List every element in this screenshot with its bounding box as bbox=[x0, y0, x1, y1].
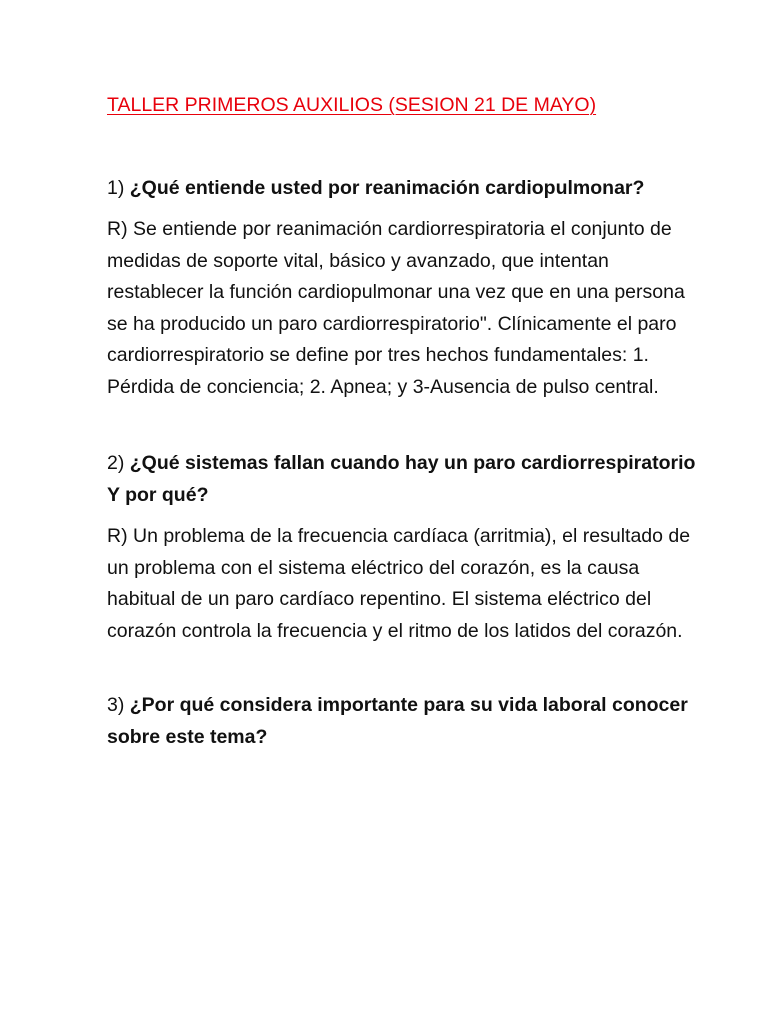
answer-2: R) Un problema de la frecuencia cardíaca (arritmia), el resultado de un problema con el sistema eléctrico del corazón, es la causa habitual de un paro cardíaco repentino. El sistema eléctrico del corazón controla la frecuencia y el ritmo de los latidos del corazón. bbox=[107, 525, 691, 642]
question-3 bbox=[107, 689, 707, 753]
question-3-text: ¿Por qué considera importante para su vida laboral conocer sobre este tema? bbox=[107, 694, 688, 748]
question-2-number: 2) bbox=[107, 452, 125, 474]
answer-1: R) Se entiende por reanimación cardiorrespiratoria el conjunto de medidas de soporte vital, básico y avanzado, que intentan restablecer la función cardiopulmonar una vez que en una persona se ha producido un paro cardiorrespiratorio". Clínicamente el paro cardiorrespiratorio se define por tres hechos fundamentales: 1. Pérdida de conciencia; 2. Apnea; y 3-Ausencia de pulso central. bbox=[107, 218, 685, 398]
question-3-number: 3) bbox=[107, 694, 125, 716]
document-page bbox=[107, 92, 707, 753]
question-2-text: ¿Qué sistemas fallan cuando hay un paro cardiorrespiratorio Y por qué? bbox=[107, 452, 696, 506]
document-title: TALLER PRIMEROS AUXILIOS (SESION 21 DE MAYO) bbox=[107, 94, 597, 116]
question-1 bbox=[107, 172, 707, 204]
question-1-number: 1) bbox=[107, 177, 125, 199]
question-2 bbox=[107, 447, 707, 511]
question-1-text: ¿Qué entiende usted por reanimación cardiopulmonar? bbox=[129, 177, 645, 199]
